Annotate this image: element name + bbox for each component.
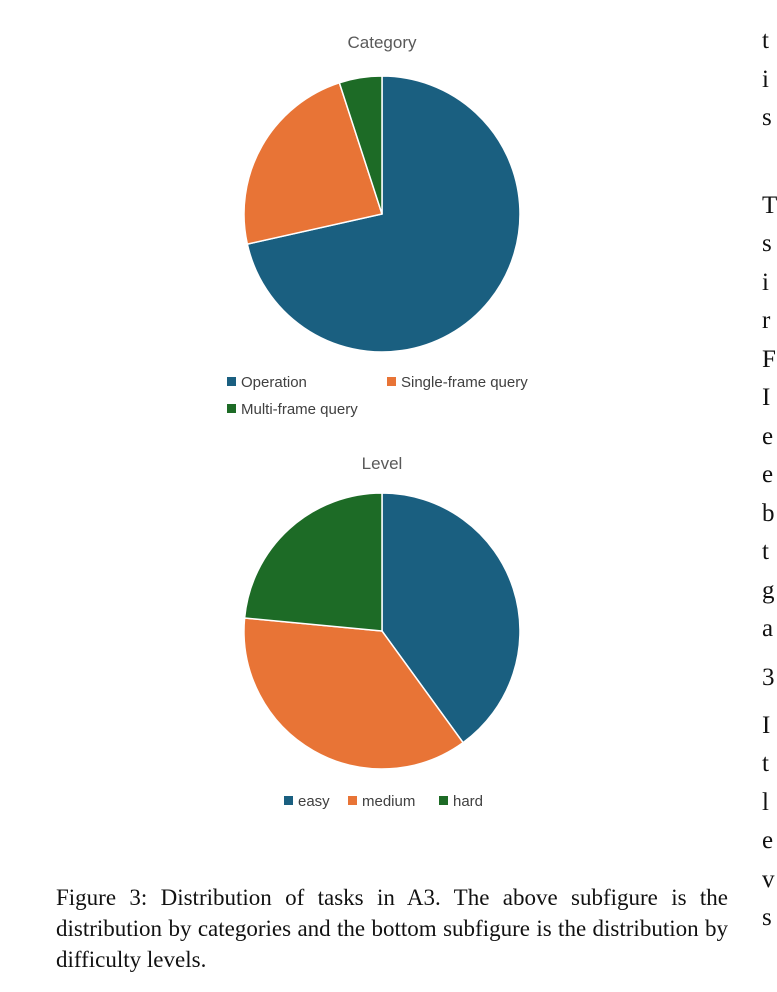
- level-legend: [284, 793, 483, 810]
- column-letter: l: [762, 789, 769, 816]
- category-chart-title: Category: [347, 33, 417, 52]
- column-letter: s: [762, 904, 772, 931]
- column-letter: a: [762, 615, 774, 642]
- column-letter: e: [762, 423, 774, 450]
- figure-caption: Figure 3: Distribution of tasks in A3. The above subfigure is the distribution by categories and the bottom subfigure is the distribution by difficulty levels.: [56, 885, 728, 972]
- legend-label-easy: easy: [298, 793, 330, 810]
- column-letter: F: [762, 346, 776, 373]
- pie-slice-hard: [245, 493, 382, 631]
- column-letter: v: [762, 866, 775, 893]
- column-letter: t: [762, 27, 769, 54]
- legend-swatch-medium: [348, 796, 357, 805]
- column-letter: e: [762, 461, 774, 488]
- column-letter: i: [762, 66, 769, 93]
- legend-label-multi-frame-query: Multi-frame query: [241, 401, 358, 418]
- level-chart: [244, 454, 520, 810]
- legend-label-single-frame-query: Single-frame query: [401, 374, 528, 391]
- legend-swatch-operation: [227, 377, 236, 386]
- column-letter: g: [762, 577, 775, 604]
- category-pie: [244, 76, 520, 352]
- column-letter: s: [762, 104, 772, 131]
- column-letter: e: [762, 827, 774, 854]
- column-letter: t: [762, 750, 769, 777]
- legend-label-hard: hard: [453, 793, 484, 810]
- legend-swatch-multi-frame-query: [227, 404, 236, 413]
- column-letter: r: [762, 307, 771, 334]
- legend-swatch-hard: [439, 796, 448, 805]
- column-letter: b: [762, 500, 775, 527]
- category-chart: [227, 33, 528, 418]
- level-pie: [244, 493, 520, 769]
- level-chart-title: Level: [361, 454, 403, 473]
- column-letter: s: [762, 230, 772, 257]
- legend-swatch-single-frame-query: [387, 377, 396, 386]
- column-letter: I: [762, 384, 771, 411]
- column-letter: T: [762, 192, 777, 219]
- category-legend: [227, 374, 528, 418]
- legend-label-medium: medium: [362, 793, 416, 810]
- legend-label-operation: Operation: [241, 374, 307, 391]
- column-letter: I: [762, 712, 771, 739]
- column-letter: i: [762, 269, 769, 296]
- column-letter: t: [762, 538, 769, 565]
- legend-swatch-easy: [284, 796, 293, 805]
- column-letter: 3: [762, 664, 775, 691]
